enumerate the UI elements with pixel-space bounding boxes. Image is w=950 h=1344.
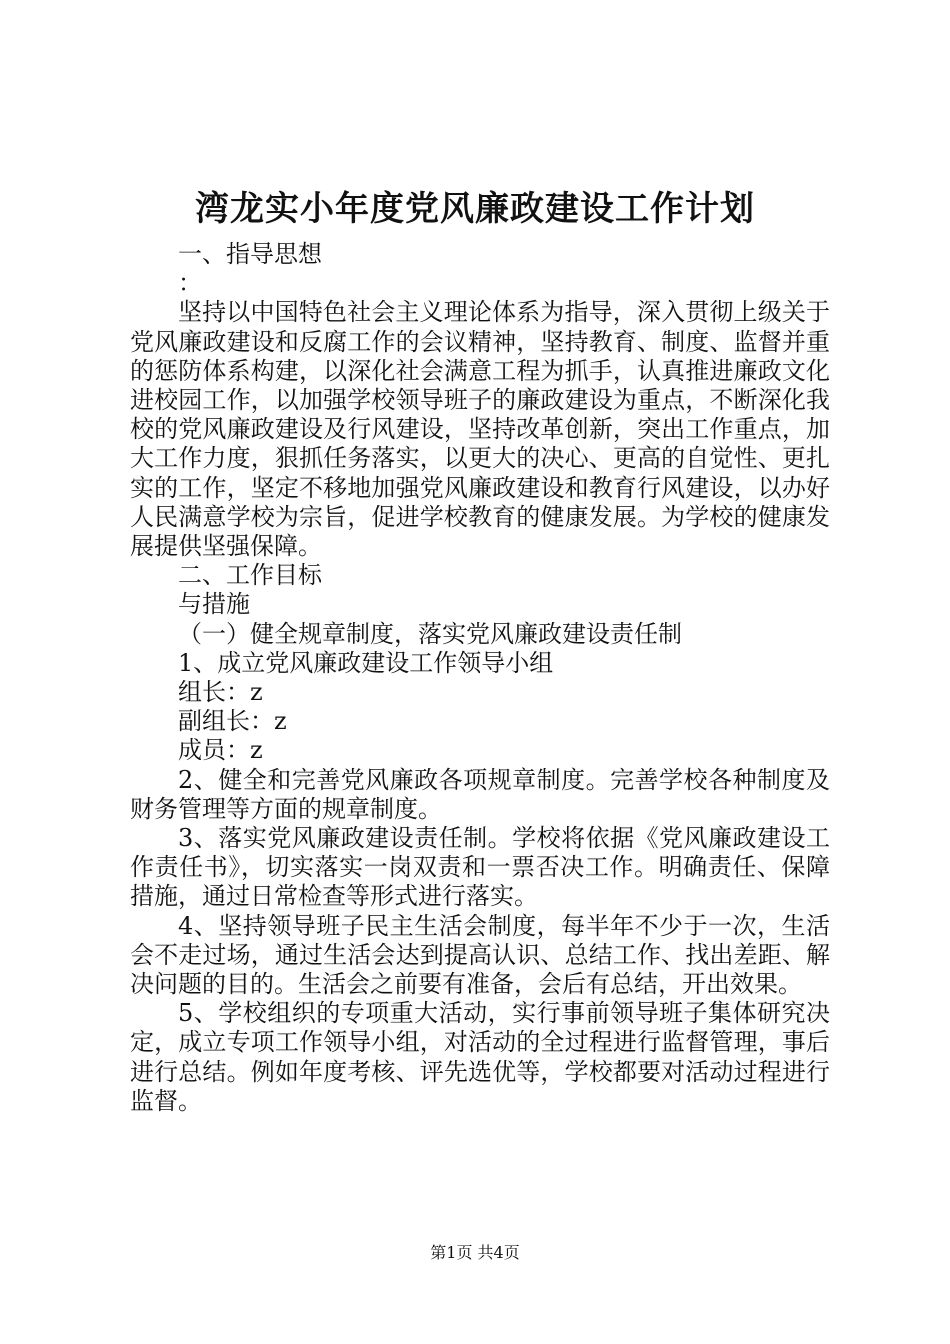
list-item-5: 5、学校组织的专项重大活动，实行事前领导班子集体研究决定，成立专项工作领导小组，对活动的全过程进行监督管理，事后进行总结。例如年度考核、评先选优等，学校都要对活动过程进行监督。 bbox=[130, 999, 830, 1115]
subsection-heading-1: （一）健全规章制度，落实党风廉政建设责任制 bbox=[178, 619, 682, 648]
section-heading-measures: 与措施 bbox=[178, 590, 250, 619]
section-heading-guiding-ideology: 一、指导思想 bbox=[178, 240, 322, 268]
document-body bbox=[130, 240, 830, 1116]
members-line: 成员：z bbox=[178, 736, 263, 765]
group-leader-line: 组长：z bbox=[178, 678, 263, 707]
deputy-leader-line: 副组长：z bbox=[178, 707, 287, 736]
colon-line: ： bbox=[178, 269, 202, 298]
section-heading-work-goals: 二、工作目标 bbox=[178, 561, 322, 590]
list-item-1: 1、成立党风廉政建设工作领导小组 bbox=[178, 648, 554, 677]
list-item-4: 4、坚持领导班子民主生活会制度，每半年不少于一次，生活会不走过场，通过生活会达到提高认识、总结工作、找出差距、解决问题的目的。生活会之前要有准备，会后有总结，开出效果。 bbox=[130, 911, 830, 999]
list-item-2: 2、健全和完善党风廉政各项规章制度。完善学校各种制度及财务管理等方面的规章制度。 bbox=[130, 765, 830, 823]
paragraph-guiding-ideology: 坚持以中国特色社会主义理论体系为指导，深入贯彻上级关于党风廉政建设和反腐工作的会议精神，坚持教育、制度、监督并重的惩防体系构建，以深化社会满意工程为抓手，认真推进廉政文化进校园工作，以加强学校领导班子的廉政建设为重点，不断深化我校的党风廉政建设及行风建设，坚持改革创新，突出工作重点，加大工作力度，狠抓任务落实，以更大的决心、更高的自觉性、更扎实的工作，坚定不移地加强党风廉政建设和教育行风建设，以办好人民满意学校为宗旨，促进学校教育的健康发展。为学校的健康发展提供坚强保障。 bbox=[130, 298, 830, 561]
page-number-footer: 第1页 共4页 bbox=[430, 1243, 520, 1262]
document-title: 湾龙实小年度党风廉政建设工作计划 bbox=[195, 189, 755, 229]
list-item-3: 3、落实党风廉政建设责任制。学校将依据《党风廉政建设工作责任书》，切实落实一岗双责和一票否决工作。明确责任、保障措施，通过日常检查等形式进行落实。 bbox=[130, 824, 830, 911]
